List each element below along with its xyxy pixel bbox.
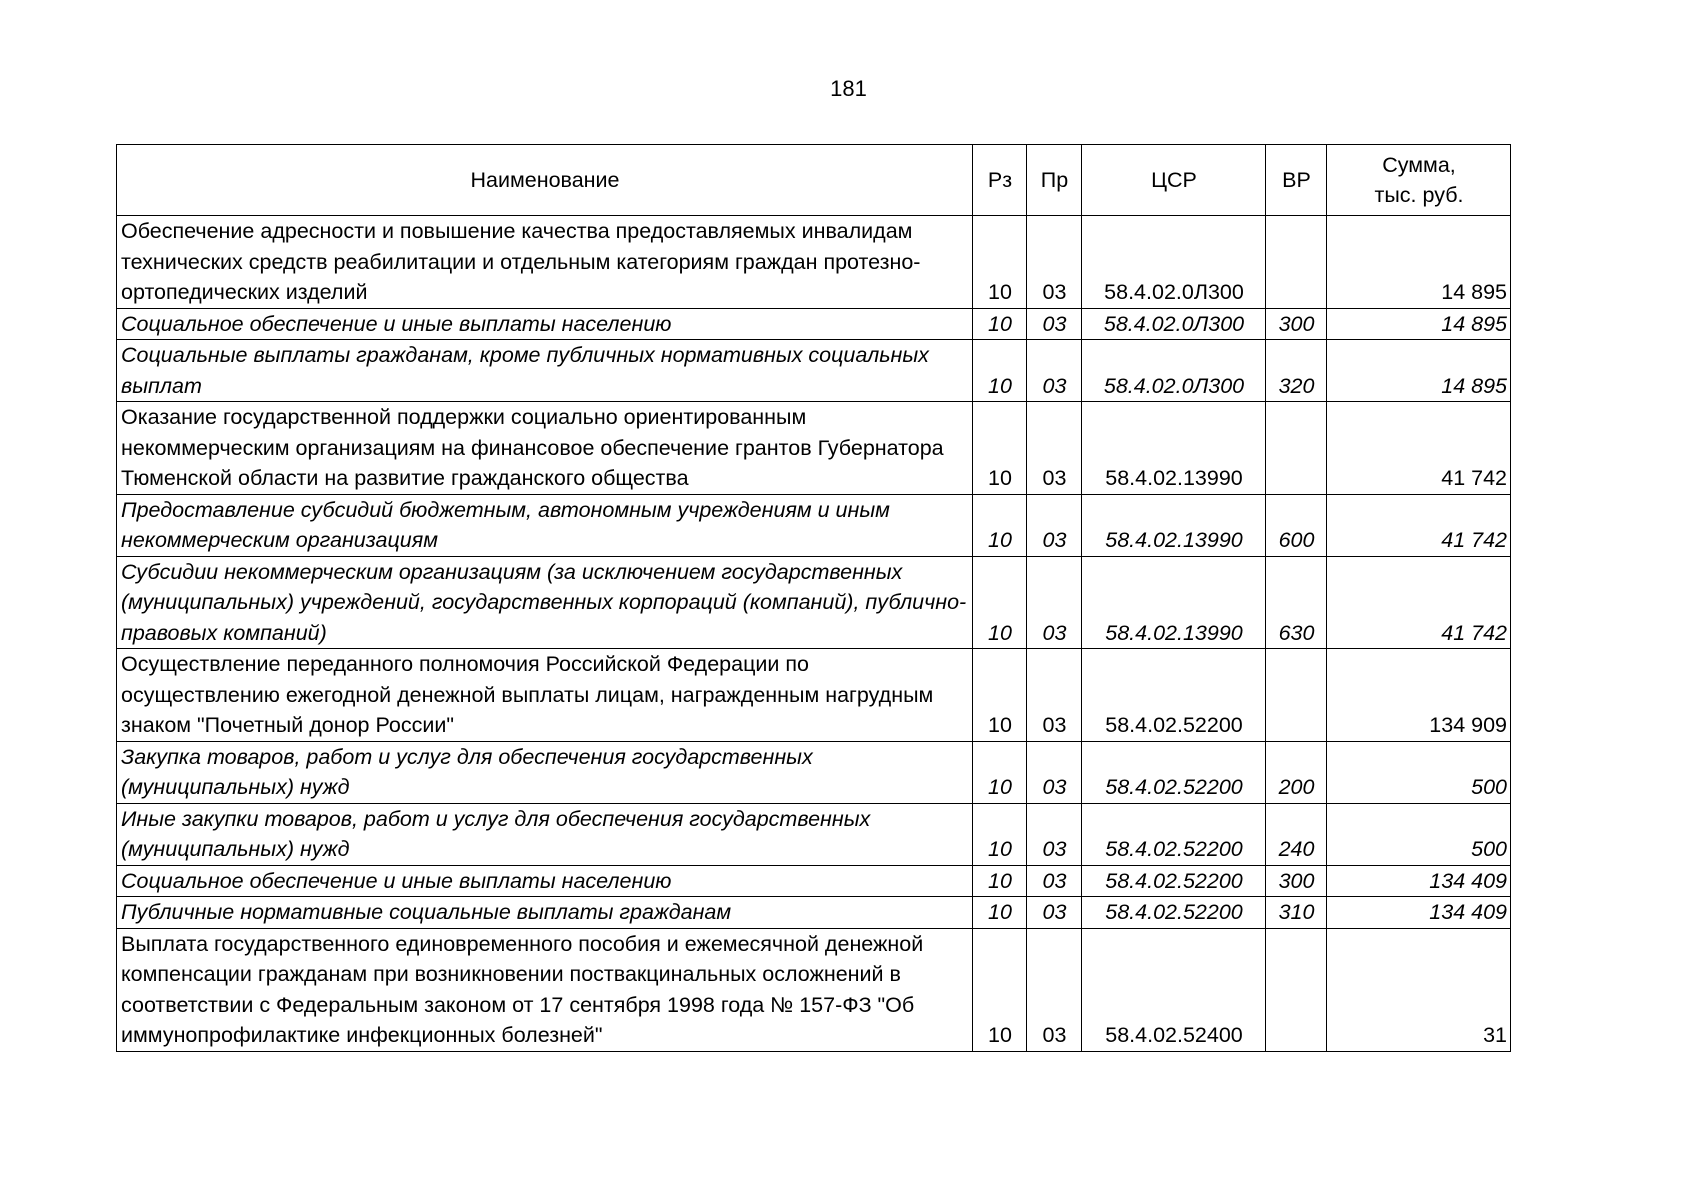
- cell-csr: 58.4.02.13990: [1082, 402, 1266, 495]
- header-name: Наименование: [117, 145, 973, 216]
- cell-sum: 14 895: [1327, 340, 1511, 402]
- budget-table: [116, 144, 1511, 1052]
- cell-rz: 10: [973, 803, 1027, 865]
- cell-rz: 10: [973, 556, 1027, 649]
- cell-vr: [1266, 402, 1327, 495]
- table-row: [117, 897, 1511, 929]
- cell-vr: 320: [1266, 340, 1327, 402]
- cell-pr: 03: [1027, 803, 1082, 865]
- cell-sum: 41 742: [1327, 402, 1511, 495]
- cell-name: Закупка товаров, работ и услуг для обеспечения государственных (муниципальных) нужд: [117, 741, 973, 803]
- cell-rz: 10: [973, 865, 1027, 897]
- cell-pr: 03: [1027, 340, 1082, 402]
- cell-rz: 10: [973, 649, 1027, 742]
- table-header-row: [117, 145, 1511, 216]
- cell-name: Социальные выплаты гражданам, кроме публичных нормативных социальных выплат: [117, 340, 973, 402]
- cell-vr: [1266, 649, 1327, 742]
- cell-csr: 58.4.02.52400: [1082, 928, 1266, 1051]
- cell-vr: 300: [1266, 308, 1327, 340]
- table-row: [117, 308, 1511, 340]
- cell-csr: 58.4.02.13990: [1082, 556, 1266, 649]
- cell-pr: 03: [1027, 402, 1082, 495]
- cell-pr: 03: [1027, 865, 1082, 897]
- cell-sum: 14 895: [1327, 308, 1511, 340]
- cell-csr: 58.4.02.0Л300: [1082, 308, 1266, 340]
- cell-name: Осуществление переданного полномочия Российской Федерации по осуществлению ежегодной денежной выплаты лицам, награжденным нагрудным знаком "Почетный донор России": [117, 649, 973, 742]
- cell-csr: 58.4.02.52200: [1082, 803, 1266, 865]
- cell-sum: 500: [1327, 741, 1511, 803]
- cell-sum: 134 409: [1327, 897, 1511, 929]
- cell-rz: 10: [973, 216, 1027, 309]
- cell-csr: 58.4.02.0Л300: [1082, 216, 1266, 309]
- cell-sum: 41 742: [1327, 494, 1511, 556]
- cell-csr: 58.4.02.52200: [1082, 741, 1266, 803]
- cell-name: Оказание государственной поддержки социально ориентированным некоммерческим организациям на финансовое обеспечение грантов Губернатора Тюменской области на развитие гражданского общества: [117, 402, 973, 495]
- cell-csr: 58.4.02.13990: [1082, 494, 1266, 556]
- cell-vr: 600: [1266, 494, 1327, 556]
- table-row: [117, 649, 1511, 742]
- cell-pr: 03: [1027, 741, 1082, 803]
- cell-sum: 134 909: [1327, 649, 1511, 742]
- cell-vr: 310: [1266, 897, 1327, 929]
- cell-csr: 58.4.02.52200: [1082, 897, 1266, 929]
- cell-pr: 03: [1027, 649, 1082, 742]
- cell-csr: 58.4.02.52200: [1082, 649, 1266, 742]
- cell-rz: 10: [973, 308, 1027, 340]
- table-row: [117, 741, 1511, 803]
- cell-rz: 10: [973, 340, 1027, 402]
- cell-name: Социальное обеспечение и иные выплаты населению: [117, 308, 973, 340]
- header-csr: ЦСР: [1082, 145, 1266, 216]
- page-number: 181: [830, 76, 867, 101]
- table-row: [117, 865, 1511, 897]
- cell-pr: 03: [1027, 216, 1082, 309]
- table-row: [117, 803, 1511, 865]
- cell-sum: 500: [1327, 803, 1511, 865]
- cell-pr: 03: [1027, 308, 1082, 340]
- table-row: [117, 216, 1511, 309]
- table-row: [117, 402, 1511, 495]
- cell-vr: 630: [1266, 556, 1327, 649]
- header-vr: ВР: [1266, 145, 1327, 216]
- table-row: [117, 340, 1511, 402]
- cell-pr: 03: [1027, 897, 1082, 929]
- cell-vr: 240: [1266, 803, 1327, 865]
- cell-csr: 58.4.02.0Л300: [1082, 340, 1266, 402]
- table-body: [117, 216, 1511, 1052]
- cell-name: Иные закупки товаров, работ и услуг для обеспечения государственных (муниципальных) нужд: [117, 803, 973, 865]
- cell-name: Выплата государственного единовременного пособия и ежемесячной денежной компенсации гражданам при возникновении поствакцинальных осложнений в соответствии с Федеральным законом от 17 сентября 1998 года № 157-ФЗ "Об иммунопрофилактике инфекционных болезней": [117, 928, 973, 1051]
- cell-sum: 14 895: [1327, 216, 1511, 309]
- table-row: [117, 494, 1511, 556]
- cell-sum: 31: [1327, 928, 1511, 1051]
- cell-csr: 58.4.02.52200: [1082, 865, 1266, 897]
- cell-rz: 10: [973, 402, 1027, 495]
- cell-rz: 10: [973, 928, 1027, 1051]
- cell-name: Предоставление субсидий бюджетным, автономным учреждениям и иным некоммерческим организациям: [117, 494, 973, 556]
- cell-pr: 03: [1027, 556, 1082, 649]
- cell-sum: 134 409: [1327, 865, 1511, 897]
- cell-name: Обеспечение адресности и повышение качества предоставляемых инвалидам технических средств реабилитации и отдельным категориям граждан протезно-ортопедических изделий: [117, 216, 973, 309]
- table-row: [117, 556, 1511, 649]
- table-row: [117, 928, 1511, 1051]
- cell-vr: [1266, 216, 1327, 309]
- cell-rz: 10: [973, 897, 1027, 929]
- cell-vr: [1266, 928, 1327, 1051]
- cell-sum: 41 742: [1327, 556, 1511, 649]
- cell-pr: 03: [1027, 494, 1082, 556]
- cell-name: Социальное обеспечение и иные выплаты населению: [117, 865, 973, 897]
- cell-name: Публичные нормативные социальные выплаты гражданам: [117, 897, 973, 929]
- cell-rz: 10: [973, 741, 1027, 803]
- cell-vr: 300: [1266, 865, 1327, 897]
- header-pr: Пр: [1027, 145, 1082, 216]
- cell-pr: 03: [1027, 928, 1082, 1051]
- header-sum: Сумма, тыс. руб.: [1327, 145, 1511, 216]
- cell-rz: 10: [973, 494, 1027, 556]
- header-rz: Рз: [973, 145, 1027, 216]
- cell-vr: 200: [1266, 741, 1327, 803]
- cell-name: Субсидии некоммерческим организациям (за исключением государственных (муниципальных) учреждений, государственных корпораций (компаний), публично-правовых компаний): [117, 556, 973, 649]
